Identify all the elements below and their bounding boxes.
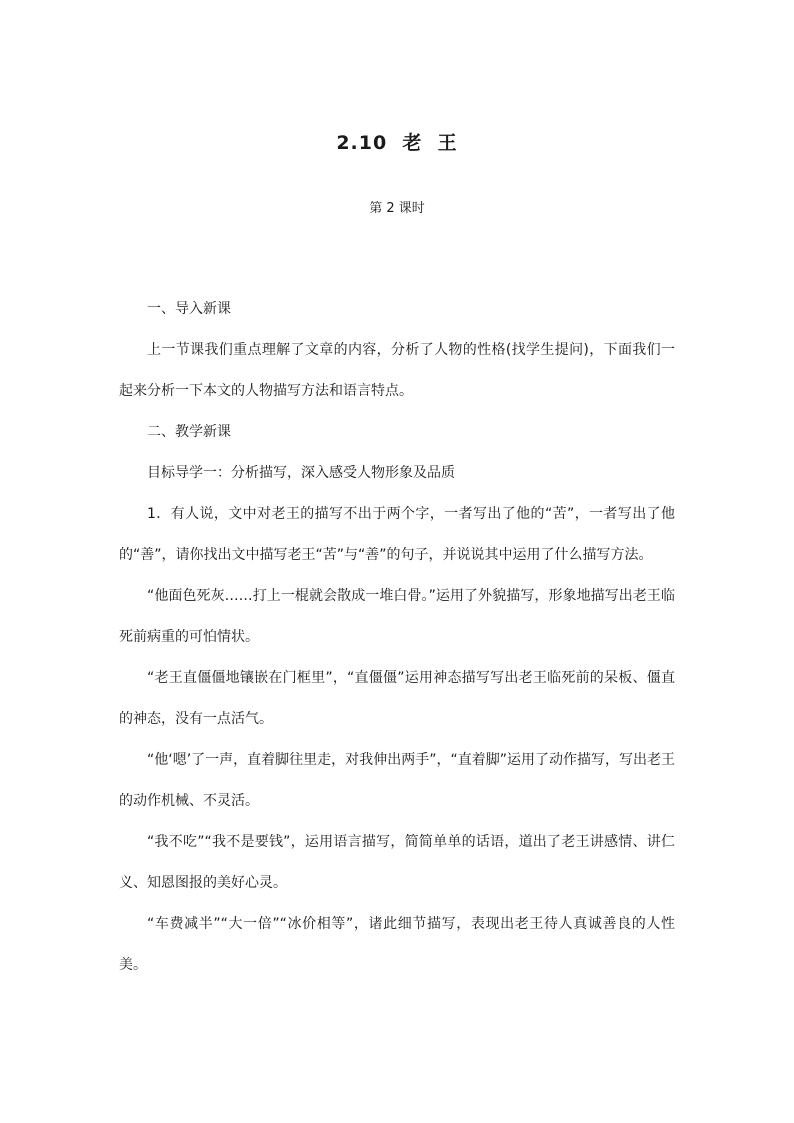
section-heading-new-lesson: 二、教学新课 xyxy=(147,424,231,440)
section-heading-intro: 一、导入新课 xyxy=(147,301,231,317)
document-title: 2.10 老 王 xyxy=(336,132,458,154)
answer-expression: “老王直僵僵地镶嵌在门框里”，“直僵僵”运用神态描写写出老王临死前的呆板、僵直的神态，没有一点活气。 xyxy=(119,670,675,727)
document-body xyxy=(119,289,675,986)
answer-action: “他‘嗯’了一声，直着脚往里走，对我伸出两手”，“直着脚”运用了动作描写，写出老王的动作机械、不灵活。 xyxy=(119,752,675,809)
answer-language: “我不吃”“我不是要钱”，运用语言描写，简简单单的话语，道出了老王讲感情、讲仁义、知恩图报的美好心灵。 xyxy=(119,834,675,891)
goal-heading: 目标导学一：分析描写，深入感受人物形象及品质 xyxy=(147,465,455,481)
paragraph-intro: 上一节课我们重点理解了文章的内容，分析了人物的性格(找学生提问)，下面我们一起来分析一下本文的人物描写方法和语言特点。 xyxy=(119,342,675,399)
lesson-subtitle: 第 2 课时 xyxy=(369,201,425,216)
question-paragraph: 1．有人说，文中对老王的描写不出于两个字，一者写出了他的“苦”，一者写出了他的“善”，请你找出文中描写老王“苦”与“善”的句子，并说说其中运用了什么描写方法。 xyxy=(119,506,675,563)
answer-detail: “车费减半”“大一倍”“冰价相等”，诸此细节描写，表现出老王待人真诚善良的人性美。 xyxy=(119,916,675,973)
answer-appearance: “他面色死灰……打上一棍就会散成一堆白骨。”运用了外貌描写，形象地描写出老王临死前病重的可怕情状。 xyxy=(119,588,675,645)
